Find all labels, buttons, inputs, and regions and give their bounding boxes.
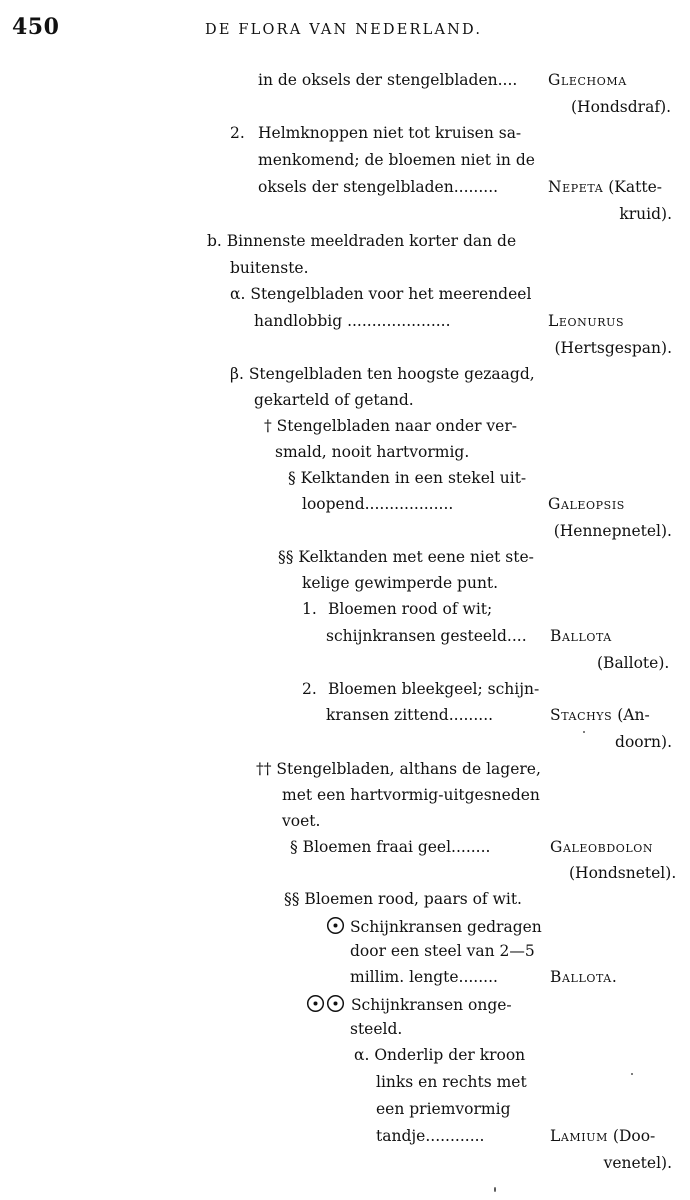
common-name: (Katte- xyxy=(608,178,662,196)
key-line: tandje............ xyxy=(376,1127,485,1145)
page-number: 450 xyxy=(12,14,60,40)
key-line: § Kelktanden in een stekel uit- xyxy=(288,469,527,487)
key-line: b. Binnenste meeldraden korter dan de xyxy=(207,232,517,250)
key-line: kransen zittend......... xyxy=(326,706,494,724)
genus-name: Stachys xyxy=(550,706,613,724)
key-line: † Stengelbladen naar onder ver- xyxy=(264,417,517,435)
genus-line xyxy=(550,1127,655,1145)
common-name: (Hennepnetel). xyxy=(553,522,672,540)
key-line: een priemvormig xyxy=(376,1100,511,1118)
key-line: menkomend; de bloemen niet in de xyxy=(258,151,535,169)
common-name: venetel). xyxy=(603,1154,672,1172)
key-number: 2. xyxy=(230,124,245,142)
genus-name: Nepeta xyxy=(548,178,604,196)
key-number: 2. xyxy=(302,680,317,698)
key-line: Bloemen rood of wit; xyxy=(328,600,493,618)
genus-name: Galeobdolon xyxy=(550,838,654,856)
genus-name: Galeopsis xyxy=(548,495,625,513)
key-line: loopend.................. xyxy=(302,495,454,513)
key-line: α. Onderlip der kroon xyxy=(354,1046,526,1064)
print-speck xyxy=(583,731,585,733)
key-line xyxy=(306,994,512,1014)
common-name: (Hertsgespan). xyxy=(554,339,672,357)
genus-name: Lamium xyxy=(550,1127,608,1145)
key-line: voet. xyxy=(282,812,321,830)
common-name: doorn). xyxy=(615,733,672,751)
print-speck xyxy=(631,1073,633,1075)
key-line: buitenste. xyxy=(230,259,309,277)
key-line: β. Stengelbladen ten hoogste gezaagd, xyxy=(230,365,535,383)
key-line: steeld. xyxy=(350,1020,403,1038)
key-line: handlobbig ..................... xyxy=(254,312,451,330)
key-line: schijnkransen gesteeld.... xyxy=(326,627,527,645)
key-line xyxy=(326,916,542,936)
key-line: § Bloemen fraai geel........ xyxy=(290,838,491,856)
genus-name: Ballota. xyxy=(550,968,618,986)
key-line: oksels der stengelbladen......... xyxy=(258,178,499,196)
key-line: α. Stengelbladen voor het meerendeel xyxy=(230,285,532,303)
genus-name: Leonurus xyxy=(548,312,625,330)
key-line: in de oksels der stengelbladen.... xyxy=(258,71,518,89)
common-name: kruid). xyxy=(619,205,672,223)
key-line: kelige gewimperde punt. xyxy=(302,574,499,592)
common-name: (Ballote). xyxy=(597,654,670,672)
genus-name: Ballota xyxy=(550,627,612,645)
key-text-span: Schijnkransen gedragen xyxy=(349,918,542,936)
genus-name: Glechoma xyxy=(548,71,627,89)
circled-dot-symbol xyxy=(326,916,345,935)
key-line: door een steel van 2—5 xyxy=(350,942,535,960)
running-head: DE FLORA VAN NEDERLAND. xyxy=(205,22,483,38)
key-line: †† Stengelbladen, althans de lagere, xyxy=(256,760,541,778)
common-name: (Hondsnetel). xyxy=(569,864,677,882)
key-line: Helmknoppen niet tot kruisen sa- xyxy=(258,124,522,142)
print-speck xyxy=(494,1187,496,1192)
common-name: (Doo- xyxy=(612,1127,656,1145)
common-name: (Hondsdraf). xyxy=(571,98,672,116)
key-number: 1. xyxy=(302,600,317,618)
key-line: Bloemen bleekgeel; schijn- xyxy=(328,680,540,698)
key-text-span: Schijnkransen onge- xyxy=(350,996,512,1014)
double-circled-dot-symbol xyxy=(306,994,346,1013)
genus-line xyxy=(550,706,650,724)
key-line: met een hartvormig-uitgesneden xyxy=(282,786,540,804)
common-name: (An- xyxy=(617,706,650,724)
key-line: §§ Bloemen rood, paars of wit. xyxy=(284,890,522,908)
key-line: links en rechts met xyxy=(376,1073,527,1091)
key-line: smald, nooit hartvormig. xyxy=(275,443,470,461)
key-line: gekarteld of getand. xyxy=(254,391,414,409)
key-line: §§ Kelktanden met eene niet ste- xyxy=(278,548,534,566)
key-line: millim. lengte........ xyxy=(350,968,498,986)
genus-line xyxy=(548,178,662,196)
